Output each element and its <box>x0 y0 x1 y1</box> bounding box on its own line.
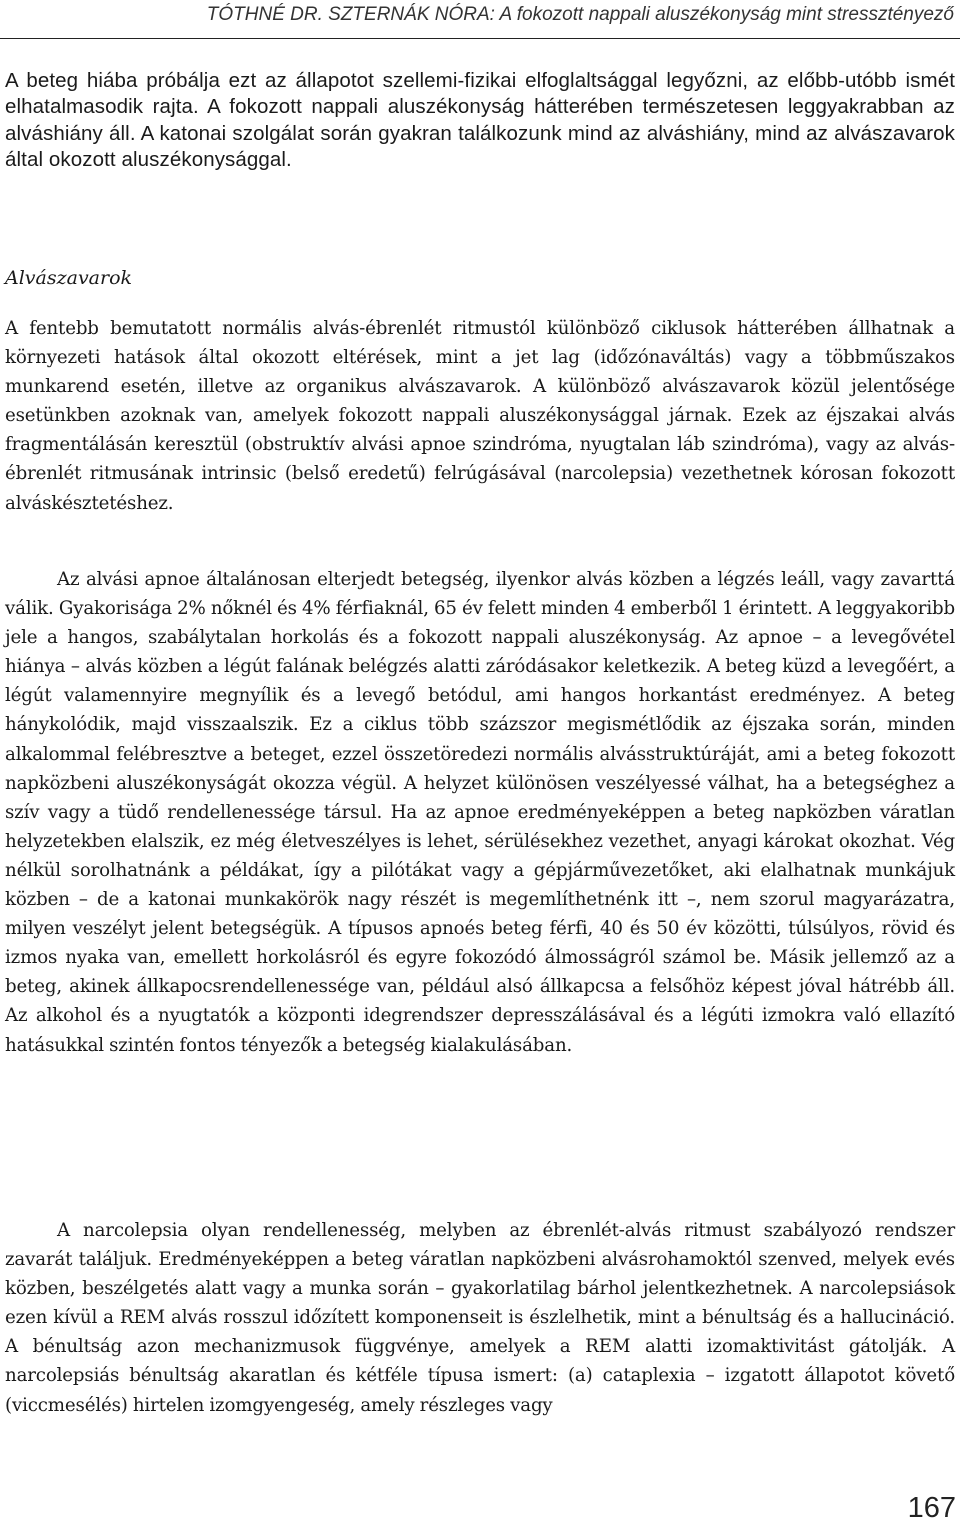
body-paragraph-1: A fentebb bemutatott normális alvás-ébrenlét ritmustól különböző ciklusok hátterében állhatnak a környezeti hatások által okozott eltérések, mint a jet lag (időzónaváltás) vagy a többműszakos munkarend esetén, illetve az organikus alvászavarok. A különböző alvászavarok közül jelentősége esetünkben azoknak van, amelyek fokozott nappali aluszékonysággal járnak. Ezek az éjszakai alvás fragmentálásán keresztül (obstruktív alvási apnoe szindróma, nyugtalan láb szindróma), vagy az alvás-ébrenlét ritmusának intrinsic (belső eredetű) felrúgásával (narcolepsia) vezethetnek kórosan fokozott alváskésztetéshez. <box>5 318 955 514</box>
running-header: TÓTHNÉ DR. SZTERNÁK NÓRA: A fokozott nappali aluszékonyság mint stressztényező <box>206 4 954 25</box>
page-number: 167 <box>907 1492 956 1524</box>
section-heading: Alvászavarok <box>5 267 133 289</box>
body-paragraph-3: A narcolepsia olyan rendellenesség, melyben az ébrenlét-alvás ritmust szabályozó rendszer zavarát találjuk. Eredményeképpen a beteg váratlan napközbeni alvásrohamoktól szenved, melyek evés közben, beszélgetés alatt vagy a munka során – gyakorlatilag bárhol jelentkezhetnek. A narcolepsiások ezen kívül a REM alvás rosszul időzített komponenseit is észlelhetik, mint a bénultság és a hallucináció. A bénultság azon mechanizmusok függvénye, amelyek a REM alatti izomaktivitást gátolják. A narcolepsiás bénultság akaratlan és kétféle típusa ismert: (a) cataplexia – izgatott állapotot követő (viccmesélés) hirtelen izomgyengeség, amely részleges vagy <box>5 1220 955 1416</box>
header-divider <box>0 38 960 39</box>
intro-paragraph: A beteg hiába próbálja ezt az állapotot szellemi-fizikai elfoglaltsággal legyőzni, az előbb-utóbb ismét elhatalmasodik rajta. A fokozott nappali aluszékonyság hátterében természetesen leggyakrabban az alváshiány áll. A katonai szolgálat során gyakran találkozunk mind az alváshiány, mind az alvászavarok által okozott aluszékonysággal. <box>5 69 955 172</box>
body-paragraph-2: Az alvási apnoe általánosan elterjedt betegség, ilyenkor alvás közben a légzés leáll, vagy zavarttá válik. Gyakorisága 2% nőknél és 4% férfiaknál, 65 év felett minden 4 emberből 1 érintett. A leggyakoribb jele a hangos, szabálytalan horkolás és a fokozott nappali aluszékonyság. Az apnoe – a levegővétel hiánya – alvás közben a légút falának belégzés alatti záródásakor keletkezik. A beteg küzd a levegőért, a légút valamennyire megnyílik és a levegő betódul, ami hangos horkantást eredményez. A beteg hánykolódik, majd visszaalszik. Ez a ciklus több százszor megismétlődik az éjszaka során, minden alkalommal felébresztve a beteget, ezzel összetöredezi normális alvásstruktúráját, ami a beteg fokozott napközbeni aluszékonyságát okozza végül. A helyzet különösen veszélyessé válhat, ha a betegséghez a szív vagy a tüdő rendellenessége társul. Ha az apnoe eredményeképpen a beteg napközben váratlan helyzetekben elalszik, ez még életveszélyes is lehet, sérülésekhez vezethet, anyagi károkat okozhat. Vég nélkül sorolhatnánk a példákat, így a pilótákat vagy a gépjárművezetőket, aki elalhatnak munkájuk közben – de a katonai munkakörök nagy részét is megemlíthetnénk itt –, nem szorul magyarázatra, milyen veszélyt jelent betegségük. A típusos apnoés beteg férfi, 40 és 50 év közötti, túlsúlyos, rövid és izmos nyaka van, emellett horkolásról és egyre fokozódó álmosságról számol be. Másik jellemző az a beteg, akinek állkapocsrendellenessége van, például alsó állkapcsa a felsőhöz képest jóval hátrébb áll. Az alkohol és a nyugtatók a központi idegrendszer depresszálásával és a légúti izmokra való ellazító hatásukkal szintén fontos tényezők a betegség kialakulásában. <box>5 569 955 1056</box>
